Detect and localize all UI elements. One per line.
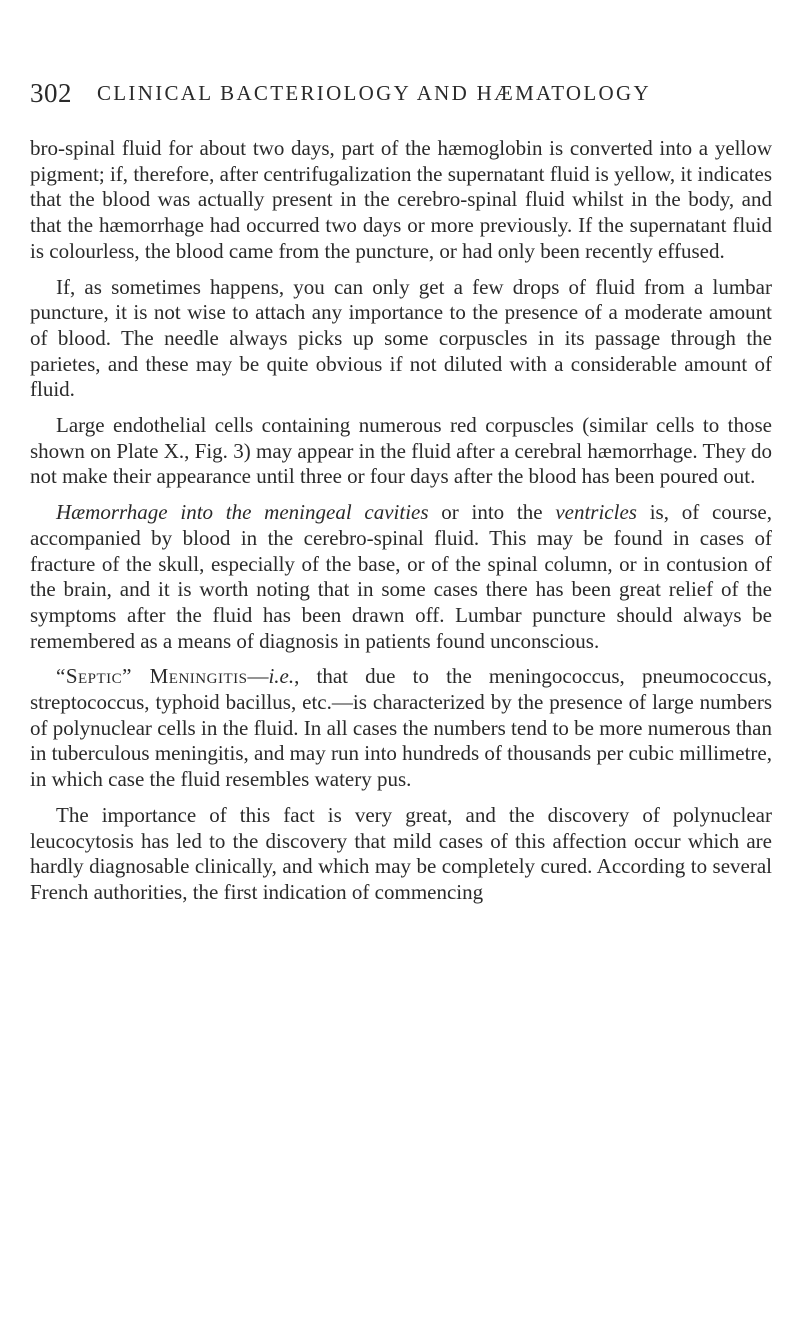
italic-abbreviation: i.e.: [268, 664, 295, 689]
paragraph-continuation: bro-spinal fluid for about two days, part of the hæmoglobin is converted into a yellow pigment; if, therefore, after centrifugalization the supernatant fluid is yellow, it indicates that the blood was actually present in the cerebro-spinal fluid whilst in the body, and that the hæmorrhage had occurred two days or more previously. If the supernatant fluid is colourless, the blood came from the puncture, or had only been recently effused.: [30, 136, 772, 263]
body-text: [30, 136, 772, 916]
text-segment: is, of course, accompanied by blood in the cerebro-spinal fluid. This may be found in cases of fracture of the skull, especially of the base, or of the spinal column, or in contusion of the brain, and it is worth noting that in some cases there has been great relief of the symptoms after the fluid has been drawn off. Lumbar puncture should always be remembered as a means of diagnosis in patients found unconscious.: [30, 500, 773, 653]
smallcaps-heading: “Septic” Meningitis: [56, 664, 248, 689]
text-segment: , that due to the meningococcus, pneumococcus, streptococcus, typhoid bacillus, etc.—is characterized by the presence of large numbers of polynuclear cells in the fluid. In all cases the numbers tend to be more numerous than in tuberculous meningitis, and may run into hundreds of thousands per cubic millimetre, in which case the fluid resembles watery pus.: [30, 664, 773, 792]
italic-term: ventricles: [555, 500, 637, 525]
text-segment: or into the: [428, 500, 556, 525]
paragraph-septic-meningitis: [30, 664, 772, 793]
paragraph-importance: The importance of this fact is very great, and the discovery of polynuclear leucocytosis has led to the discovery that mild cases of this affection occur which are hardly diagnosable clinically, and which may be completely cured. According to several French authorities, the first indication of commencing: [30, 802, 772, 904]
paragraph-meningeal-haemorrhage: [30, 500, 772, 654]
paragraph-endothelial-cells: Large endothelial cells containing numerous red corpuscles (similar cells to those shown on Plate X., Fig. 3) may appear in the fluid after a cerebral hæmorrhage. They do not make their appearance until three or four days after the blood has been poured out.: [30, 413, 772, 489]
em-dash: —: [247, 664, 269, 689]
italic-heading: Hæmorrhage into the meningeal cavities: [56, 500, 429, 525]
paragraph-few-drops: If, as sometimes happens, you can only get a few drops of fluid from a lumbar puncture, it is not wise to attach any importance to the presence of a moderate amount of blood. The needle always picks up some corpuscles in its passage through the parietes, and these may be quite obvious if not diluted with a considerable amount of fluid.: [30, 274, 772, 402]
running-title: CLINICAL BACTERIOLOGY AND HÆMATOLOGY: [97, 81, 651, 105]
running-head: [30, 78, 770, 108]
page-number: 302: [30, 78, 72, 108]
